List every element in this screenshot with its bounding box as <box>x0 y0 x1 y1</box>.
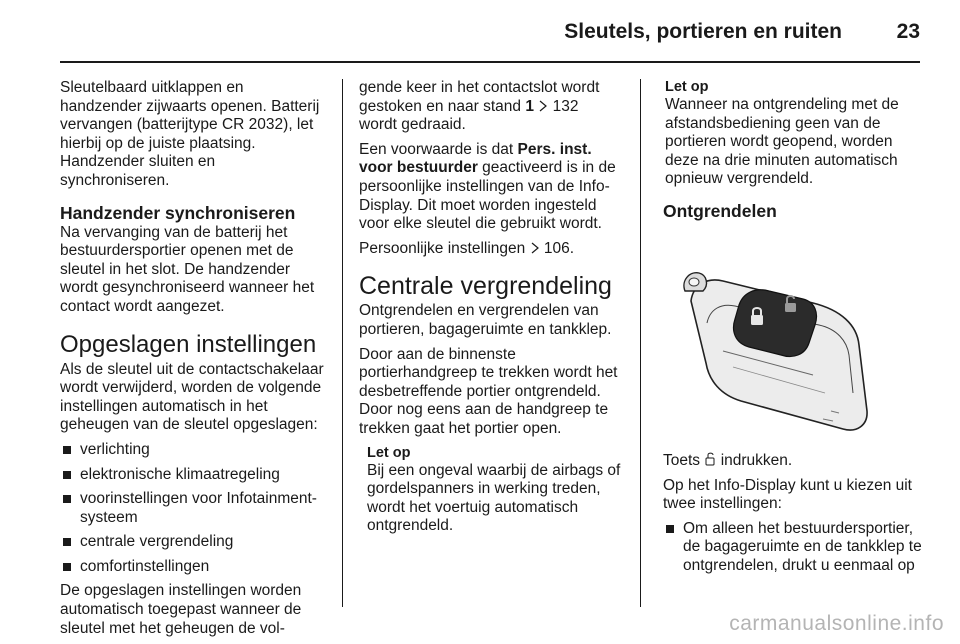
page-ref[interactable]: 106. <box>543 239 575 257</box>
page-ref-icon <box>538 98 552 115</box>
list-item: verlichting <box>60 441 325 460</box>
page-header <box>0 0 960 62</box>
section-heading: Opgeslagen instellingen <box>60 330 317 358</box>
paragraph: Sleutelbaard uitklappen en handzender zijwaarts openen. Batterij vervangen (batterijtype CR 2032), let hierbij op de juiste plaatsing. Handzender sluiten en synchroniseren. <box>60 79 320 189</box>
text: Een voorwaarde is dat <box>359 140 518 158</box>
note-text: Wanneer na ontgrendeling met de afstandsbediening geen van de portieren wordt geopend, worden deze na drie minuten automatisch opnieuw vergrendeld. <box>665 96 899 188</box>
page-ref-icon <box>530 240 544 257</box>
list-item: Om alleen het bestuurdersportier, de bagageruimte en de tankklep te ontgrendelen, drukt u eenmaal op <box>663 520 923 576</box>
text: Toets <box>663 451 701 469</box>
paragraph: Na vervanging van de batterij het bestuurdersportier openen met de sleutel in het slot. De handzender wordt gesynchroniseerd wanneer het contact wordt aangezet. <box>60 223 315 315</box>
page-title: Sleutels, portieren en ruiten <box>564 20 842 43</box>
paragraph: Door aan de binnenste portierhandgreep te trekken wordt het desbetreffende portier ontgrendeld. Door nog eens aan de handgreep te trekken gaat het portier open. <box>359 345 618 437</box>
list-item: comfortinstellingen <box>60 558 325 577</box>
paragraph: Op het Info-Display kunt u kiezen uit twee instellingen: <box>663 476 912 513</box>
list-item: voorinstellingen voor Infotainment-systeem <box>60 490 325 527</box>
paragraph <box>359 79 624 135</box>
setting-name: Pers. inst. voor bestuurder <box>359 140 592 177</box>
text: geactiveerd is in de persoonlijke instellingen van de Info-Display. Dit moet worden ingesteld voor elke sleutel die gebruikt wordt. <box>359 159 616 233</box>
note-title: Let op <box>665 79 709 95</box>
column-divider <box>640 79 641 607</box>
bullet-list <box>663 520 923 576</box>
watermark: carmanualsonline.info <box>729 612 944 635</box>
note-box <box>663 79 923 189</box>
paragraph: Als de sleutel uit de contactschakelaar wordt verwijderd, worden de volgende instellingen automatisch in het geheugen van de sleutel opgeslagen: <box>60 360 324 434</box>
column-divider <box>342 79 343 607</box>
column-1 <box>60 79 325 644</box>
text: indrukken. <box>720 451 793 469</box>
list-item: centrale vergrendeling <box>60 533 325 552</box>
section-heading: Centrale vergrendeling <box>359 272 612 301</box>
page-number: 23 <box>896 20 920 43</box>
page-ref[interactable]: 132 <box>552 97 579 115</box>
paragraph <box>359 240 624 259</box>
bullet-list <box>60 441 325 577</box>
note-title: Let op <box>367 444 411 461</box>
ignition-position: 1 <box>525 97 534 115</box>
key-fob-illustration <box>663 233 920 441</box>
note-box <box>359 445 624 536</box>
text: wordt gedraaid. <box>359 116 466 134</box>
note-text: Bij een ongeval waarbij de airbags of gordelspanners in werking treden, wordt het voertuig automatisch ontgrendeld. <box>367 461 621 535</box>
text: Persoonlijke instellingen <box>359 239 526 257</box>
paragraph <box>359 141 624 234</box>
paragraph: De opgeslagen instellingen worden automatisch toegepast wanneer de sleutel met het geheugen de vol- <box>60 582 302 637</box>
paragraph: Ontgrendelen en vergrendelen van portieren, bagageruimte en tankklep. <box>359 302 612 338</box>
section-heading: Ontgrendelen <box>663 200 777 221</box>
column-3 <box>663 79 923 582</box>
list-item: elektronische klimaatregeling <box>60 466 325 485</box>
header-rule <box>60 61 920 63</box>
paragraph <box>663 451 923 471</box>
unlock-icon <box>704 452 720 469</box>
section-heading: Handzender synchroniseren <box>60 202 296 223</box>
text: gende keer in het contactslot wordt gestoken en naar stand <box>359 79 600 115</box>
column-2 <box>359 79 624 536</box>
